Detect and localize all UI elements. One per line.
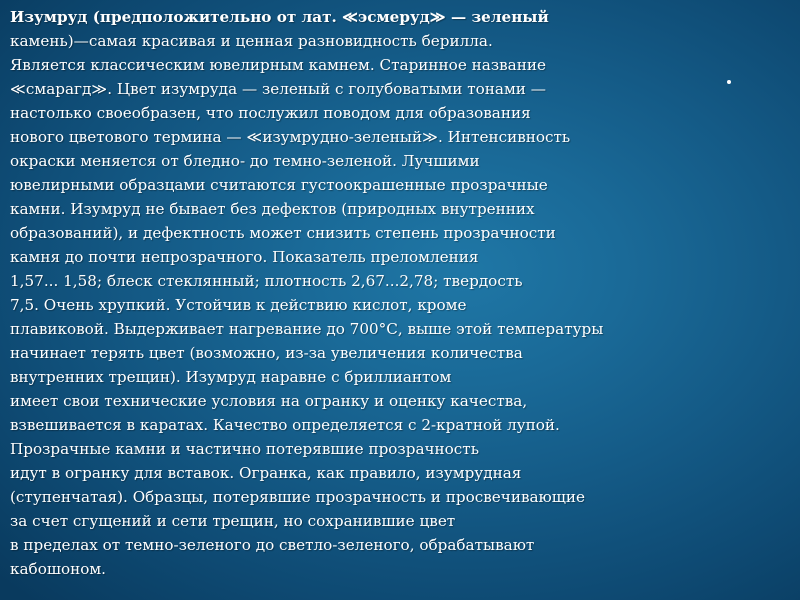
text-line: плавиковой. Выдерживает нагревание до 700°С, выше этой температуры: [10, 320, 604, 338]
text-line: камня до почти непрозрачного. Показатель преломления: [10, 248, 479, 266]
text-line: камень)—самая красивая и ценная разновидность берилла.: [10, 32, 493, 50]
slide-body-text: [10, 5, 710, 581]
text-line: внутренних трещин). Изумруд наравне с бриллиантом: [10, 368, 452, 386]
text-line: ювелирными образцами считаются густоокрашенные прозрачные: [10, 176, 548, 194]
text-line: образований), и дефектность может снизить степень прозрачности: [10, 224, 556, 242]
text-line: за счет сгущений и сети трещин, но сохранившие цвет: [10, 512, 456, 530]
bullet-dot: [727, 80, 731, 84]
text-line: 7,5. Очень хрупкий. Устойчив к действию кислот, кроме: [10, 296, 467, 314]
text-line: окраски меняется от бледно- до темно-зеленой. Лучшими: [10, 152, 480, 170]
text-line: камни. Изумруд не бывает без дефектов (природных внутренних: [10, 200, 535, 218]
text-line: взвешивается в каратах. Качество определяется с 2-кратной лупой.: [10, 416, 560, 434]
text-line: нового цветового термина — ≪изумрудно-зеленый≫. Интенсивность: [10, 128, 571, 146]
text-line: (ступенчатая). Образцы, потерявшие прозрачность и просвечивающие: [10, 488, 586, 506]
text-line: ≪смарагд≫. Цвет изумруда — зеленый с голубоватыми тонами —: [10, 80, 546, 98]
text-line: идут в огранку для вставок. Огранка, как правило, изумрудная: [10, 464, 522, 482]
text-line: Прозрачные камни и частично потерявшие прозрачность: [10, 440, 479, 458]
text-line: имеет свои технические условия на огранку и оценку качества,: [10, 392, 528, 410]
text-line: начинает терять цвет (возможно, из-за увеличения количества: [10, 344, 523, 362]
text-line-title: Изумруд (предположительно от лат. ≪эсмеруд≫ — зеленый: [10, 8, 549, 26]
text-line: 1,57... 1,58; блеск стеклянный; плотность 2,67...2,78; твердость: [10, 272, 523, 290]
text-line: настолько своеобразен, что послужил поводом для образования: [10, 104, 531, 122]
text-line: кабошоном.: [10, 560, 107, 578]
text-line: Является классическим ювелирным камнем. Старинное название: [10, 56, 546, 74]
text-line: в пределах от темно-зеленого до светло-зеленого, обрабатывают: [10, 536, 535, 554]
